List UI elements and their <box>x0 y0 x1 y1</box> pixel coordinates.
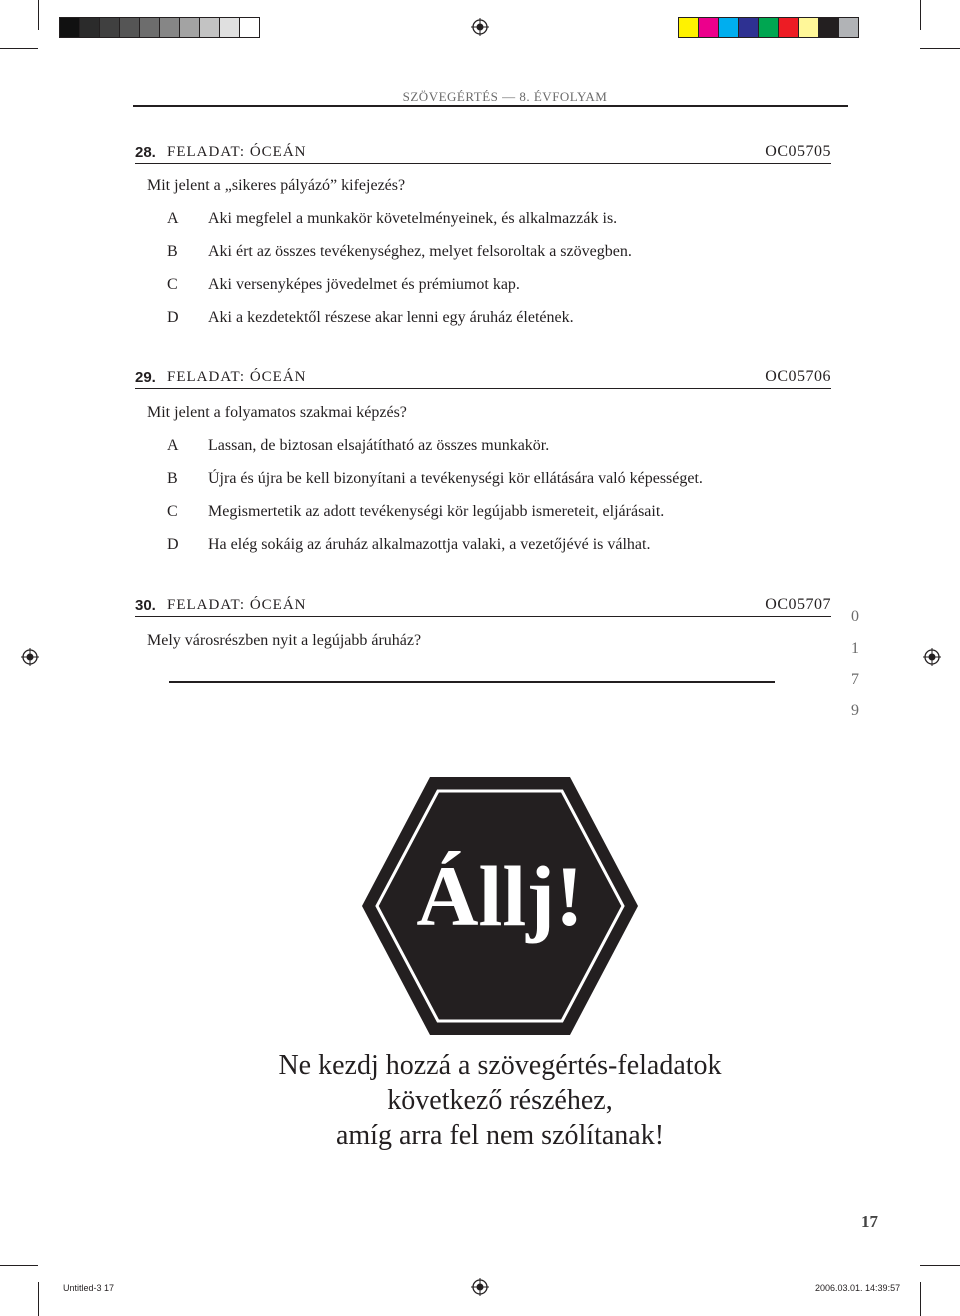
color-swatch <box>699 18 719 37</box>
option-text: Aki a kezdetektől részese akar lenni egy áruház életének. <box>208 309 574 326</box>
color-swatch <box>120 18 140 37</box>
color-swatch <box>759 18 779 37</box>
task-code: OC05707 <box>765 596 831 613</box>
task-header-30 <box>135 592 831 614</box>
task-title: FELADAT: ÓCEÁN <box>167 597 307 613</box>
process-color-bar <box>678 17 859 38</box>
running-header: SZÖVEGÉRTÉS — 8. ÉVFOLYAM <box>402 89 608 104</box>
option-text: Újra és újra be kell bizonyítani a tevékenységi kör ellátására való képességet. <box>208 470 703 487</box>
registration-mark-icon <box>471 1278 489 1296</box>
stop-message <box>0 1048 960 1153</box>
scoring-code: 1 <box>851 640 859 657</box>
color-swatch <box>799 18 819 37</box>
option-text: Ha elég sokáig az áruház alkalmazottja valaki, a vezetőjévé is válhat. <box>208 536 651 553</box>
option-text: Aki megfelel a munkakör követelményeinek, és alkalmazzák is. <box>208 210 618 227</box>
color-swatch <box>160 18 180 37</box>
task-title: FELADAT: ÓCEÁN <box>167 144 307 160</box>
crop-mark <box>920 48 960 49</box>
option-text: Megismertetik az adott tevékenységi kör legújabb ismereteit, eljárásait. <box>208 503 665 520</box>
color-swatch <box>100 18 120 37</box>
color-swatch <box>60 18 80 37</box>
task-header-28 <box>135 139 831 161</box>
color-swatch <box>180 18 200 37</box>
crop-mark <box>0 1265 38 1266</box>
color-swatch <box>679 18 699 37</box>
scoring-code: 7 <box>851 671 859 688</box>
stop-message-line: Ne kezdj hozzá a szövegértés-feladatok <box>278 1050 722 1081</box>
grayscale-color-bar <box>59 17 260 38</box>
question-30: Mely városrészben nyit a legújabb áruház? <box>147 632 422 649</box>
stop-sign-text: Állj! <box>416 848 584 944</box>
crop-mark <box>38 0 39 30</box>
option-letter: B <box>167 470 178 487</box>
crop-mark <box>38 1282 39 1316</box>
task-title: FELADAT: ÓCEÁN <box>167 369 307 385</box>
color-swatch <box>719 18 739 37</box>
scoring-code: 9 <box>851 702 859 719</box>
color-swatch <box>839 18 858 37</box>
crop-mark <box>920 1265 960 1266</box>
crop-mark <box>0 48 38 49</box>
page-number: 17 <box>861 1212 878 1231</box>
task-number: 28. <box>135 144 156 161</box>
task-number: 29. <box>135 369 156 386</box>
option-text: Aki ért az összes tevékenységhez, melyet felsoroltak a szövegben. <box>208 243 632 260</box>
color-swatch <box>739 18 759 37</box>
color-swatch <box>240 18 259 37</box>
option-letter: D <box>167 309 179 326</box>
color-swatch <box>819 18 839 37</box>
option-letter: C <box>167 276 178 293</box>
color-swatch <box>220 18 240 37</box>
registration-mark-icon <box>471 18 489 36</box>
color-swatch <box>779 18 799 37</box>
footer-slug-left: Untitled-3 17 <box>63 1283 115 1293</box>
stop-sign <box>360 775 640 1037</box>
task-rule <box>135 163 831 165</box>
task-rule <box>135 616 831 618</box>
stop-message-line: amíg arra fel nem szólítanak! <box>335 1120 665 1151</box>
answer-line[interactable] <box>169 681 775 683</box>
option-text: Aki versenyképes jövedelmet és prémiumot kap. <box>208 276 520 293</box>
question-28: Mit jelent a „sikeres pályázó” kifejezés? <box>147 177 406 194</box>
task-code: OC05705 <box>765 143 831 160</box>
color-swatch <box>140 18 160 37</box>
option-letter: D <box>167 536 179 553</box>
stop-message-line: következő részéhez, <box>387 1085 613 1116</box>
option-letter: B <box>167 243 178 260</box>
crop-mark <box>920 0 921 30</box>
color-swatch <box>200 18 220 37</box>
option-letter: A <box>167 437 179 454</box>
task-header-29 <box>135 364 831 386</box>
registration-mark-icon <box>21 648 39 666</box>
color-swatch <box>80 18 100 37</box>
task-rule <box>135 388 831 390</box>
option-text: Lassan, de biztosan elsajátítható az összes munkakör. <box>208 437 550 454</box>
crop-mark <box>920 1282 921 1316</box>
option-letter: C <box>167 503 178 520</box>
task-number: 30. <box>135 597 156 614</box>
question-29: Mit jelent a folyamatos szakmai képzés? <box>147 404 407 421</box>
option-letter: A <box>167 210 179 227</box>
task-code: OC05706 <box>765 368 831 385</box>
scoring-code: 0 <box>851 608 859 625</box>
registration-mark-icon <box>923 648 941 666</box>
header-rule <box>133 105 848 107</box>
footer-slug-right: 2006.03.01. 14:39:57 <box>815 1283 901 1293</box>
